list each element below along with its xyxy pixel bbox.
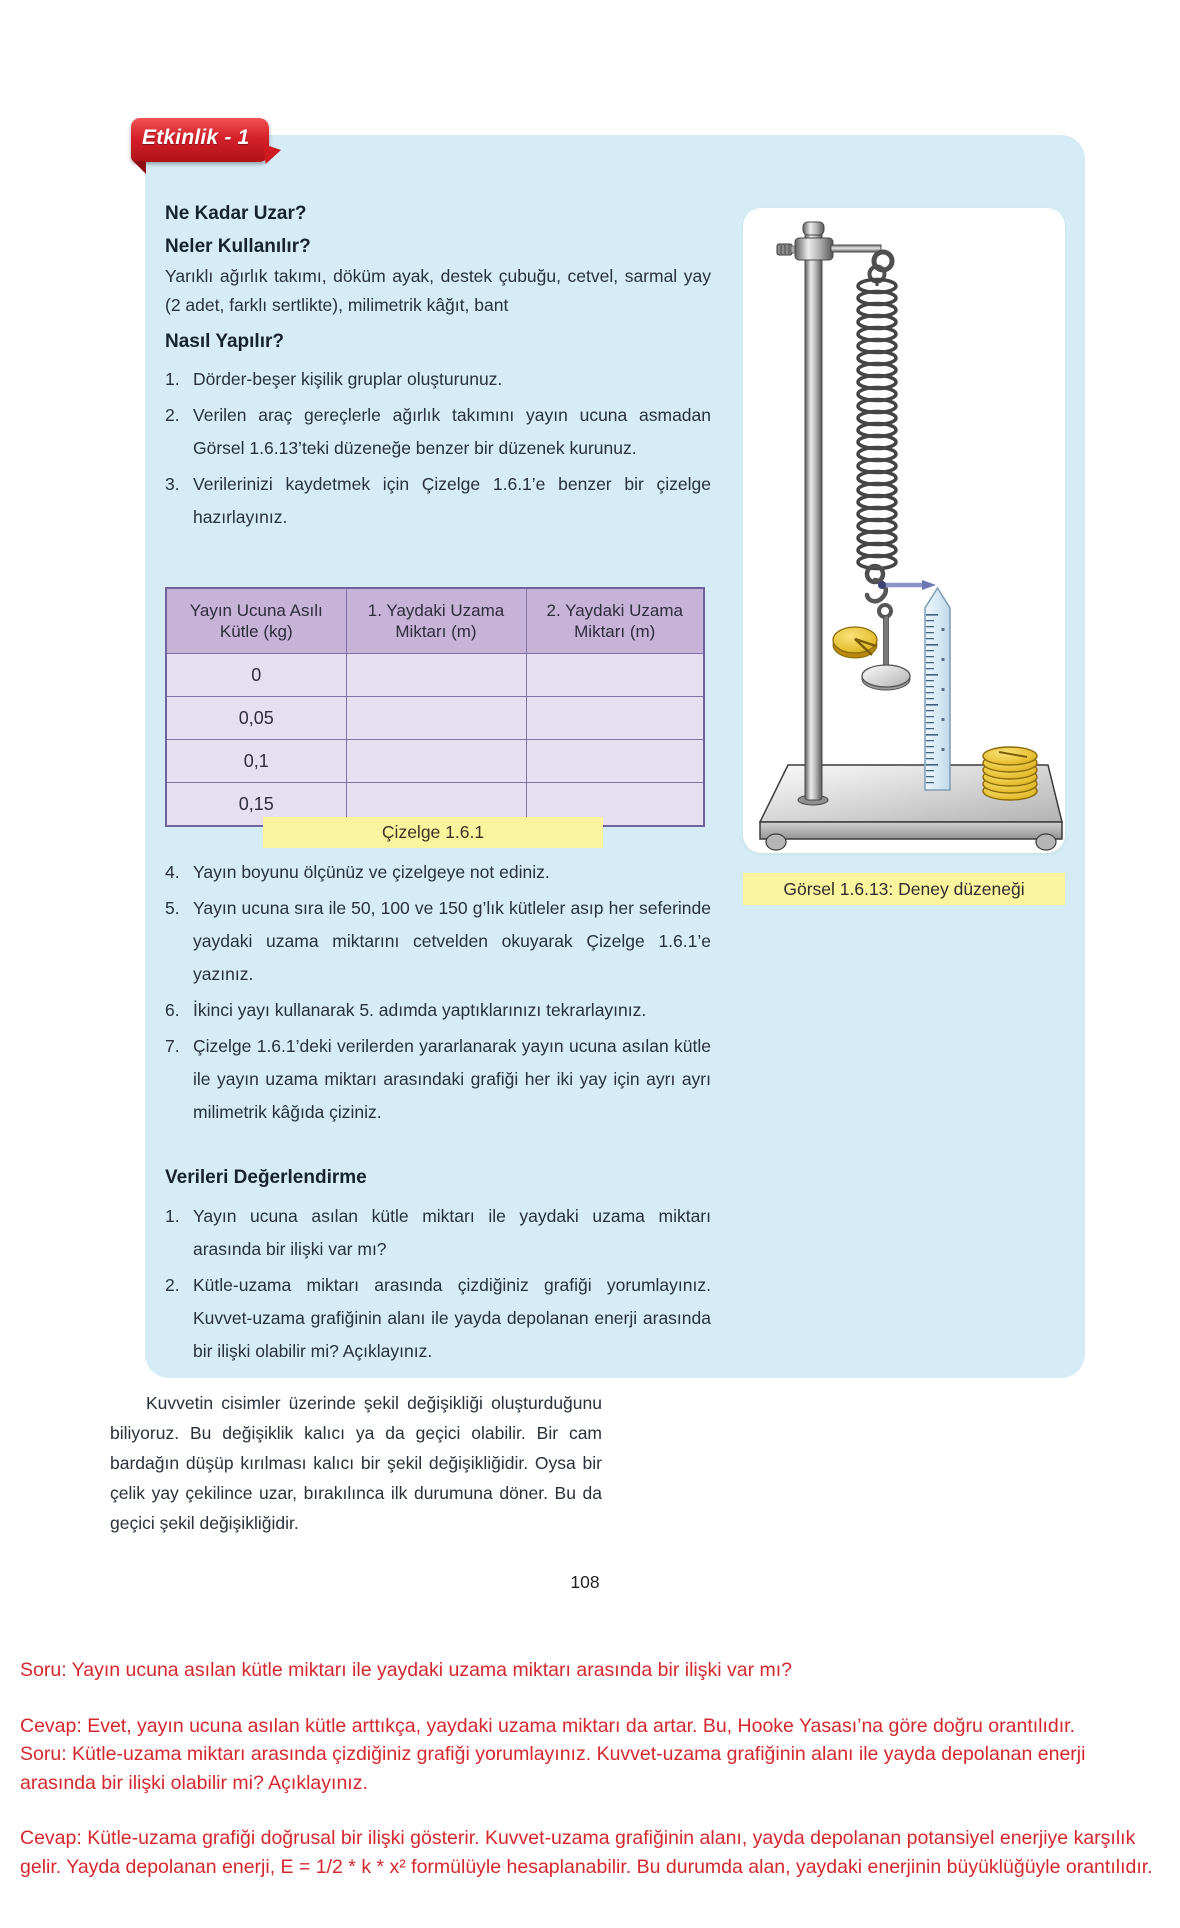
- question-answer-overlay: [20, 1656, 1165, 1881]
- table-header-cell: 2. Yaydaki Uzama Miktarı (m): [526, 588, 704, 654]
- list-item: 2. Kütle-uzama miktarı arasında çizdiğiniz grafiği yorumlayınız. Kuvvet-uzama grafiğinin alanı ile yayda depolanan enerji arasında bir ilişki olabilir mi? Açıklayınız.: [165, 1275, 711, 1361]
- activity-ribbon: [131, 118, 277, 164]
- materials-text: Yarıklı ağırlık takımı, döküm ayak, destek çubuğu, cetvel, sarmal yay (2 adet, farklı sertlikte), milimetrik kâğıt, bant: [165, 266, 711, 315]
- steps-list-continued: [165, 856, 711, 1132]
- list-item: 6. İkinci yayı kullanarak 5. adımda yaptıklarınızı tekrarlayınız.: [165, 1000, 647, 1020]
- list-item: 3. Verilerinizi kaydetmek için Çizelge 1.6.1’e benzer bir çizelge hazırlayınız.: [165, 474, 711, 527]
- qa-answer-1: Cevap: Evet, yayın ucuna asılan kütle arttıkça, yaydaki uzama miktarı da artar. Bu, Hooke Yasası’na göre doğru orantılıdır.: [20, 1714, 1075, 1737]
- activity-title: Ne Kadar Uzar?: [165, 203, 307, 224]
- table-cell: 0: [166, 654, 346, 697]
- closing-paragraph: Kuvvetin cisimler üzerinde şekil değişikliği oluşturduğunu biliyoruz. Bu değişiklik kalıcı ya da geçici olabilir. Bir cam bardağın düşüp kırılması kalıcı bir şekil değişikliğidir. Oysa bir çelik yay çekilince uzar, bırakılınca ilk durumuna döner. Bu da geçici şekil değişikliğidir.: [110, 1393, 602, 1533]
- table-header-row: [166, 588, 704, 654]
- experiment-apparatus-illustration: [743, 208, 1065, 853]
- list-item: 1. Yayın ucuna asılan kütle miktarı ile yaydaki uzama miktarı arasında bir ilişki var mı?: [165, 1206, 711, 1259]
- table-cell: [526, 654, 704, 697]
- activity-ribbon-label: Etkinlik - 1: [142, 126, 250, 149]
- table-cell: 0,15: [166, 783, 346, 827]
- slotted-weight-icon: [833, 627, 877, 658]
- ribbon-fold-icon: [133, 161, 146, 174]
- table-cell: [526, 740, 704, 783]
- page-number: 108: [570, 1572, 600, 1592]
- list-item: 7. Çizelge 1.6.1’deki verilerden yararlanarak yayın ucuna asılan kütle ile yayın uzama miktarı arasındaki grafiği her iki yay için ayrı ayrı milimetrik kâğıda çiziniz.: [165, 1036, 711, 1122]
- table-header-cell: Yayın Ucuna Asılı Kütle (kg): [166, 588, 346, 654]
- materials-heading: Neler Kullanılır?: [165, 236, 311, 257]
- qa-question-1: Soru: Yayın ucuna asılan kütle miktarı ile yaydaki uzama miktarı arasında bir ilişki var mı?: [20, 1659, 793, 1681]
- data-table: [165, 587, 705, 827]
- ruler: [925, 588, 950, 790]
- table-cell: [346, 740, 526, 783]
- figure-card: [743, 208, 1065, 853]
- qa-answer-2: Cevap: Kütle-uzama grafiği doğrusal bir ilişki gösterir. Kuvvet-uzama grafiğinin alanı, yayda depolanan potansiyel enerjiye karşılık gelir. Yayda depolanan enerji, E = 1/2 * k * x² formülüyle hesaplanabilir. Bu durumda alan, yaydaki enerjinin büyüklüğüyle orantılıdır.: [20, 1827, 1153, 1878]
- table-row: [166, 740, 704, 783]
- list-item: 1. Dörder-beşer kişilik gruplar oluşturunuz.: [165, 369, 503, 389]
- table-row: [166, 697, 704, 740]
- table-cell: [526, 697, 704, 740]
- qa-question-2: Soru: Kütle-uzama miktarı arasında çizdiğiniz grafiği yorumlayınız. Kuvvet-uzama grafiğinin alanı ile yayda depolanan enerji arasında bir ilişki olabilir mi? Açıklayınız.: [20, 1743, 1086, 1794]
- figure-caption: Görsel 1.6.13: Deney düzeneği: [743, 873, 1065, 905]
- table-cell: 0,05: [166, 697, 346, 740]
- stand-rod: [798, 222, 828, 805]
- table-caption: Çizelge 1.6.1: [263, 817, 603, 848]
- spring-icon: [858, 278, 896, 582]
- how-to-heading: Nasıl Yapılır?: [165, 331, 284, 352]
- table-row: [166, 654, 704, 697]
- table-cell: [346, 654, 526, 697]
- evaluation-heading: Verileri Değerlendirme: [165, 1167, 367, 1188]
- clamp-and-arm: [777, 238, 892, 282]
- table-cell: 0,1: [166, 740, 346, 783]
- evaluation-list: [165, 1200, 711, 1371]
- table-header-cell: 1. Yaydaki Uzama Miktarı (m): [346, 588, 526, 654]
- list-item: 4. Yayın boyunu ölçünüz ve çizelgeye not ediniz.: [165, 862, 550, 882]
- list-item: 5. Yayın ucuna sıra ile 50, 100 ve 150 g’lık kütleler asıp her seferinde yaydaki uzama miktarını cetvelden okuyarak Çizelge 1.6.1’e yazınız.: [165, 898, 711, 984]
- table-cell: [346, 697, 526, 740]
- weight-stack-icon: [983, 747, 1037, 800]
- steps-list: [165, 363, 711, 537]
- list-item: 2. Verilen araç gereçlerle ağırlık takımını yayın ucuna asmadan Görsel 1.6.13’teki düzeneğe benzer bir düzenek kurunuz.: [165, 405, 711, 458]
